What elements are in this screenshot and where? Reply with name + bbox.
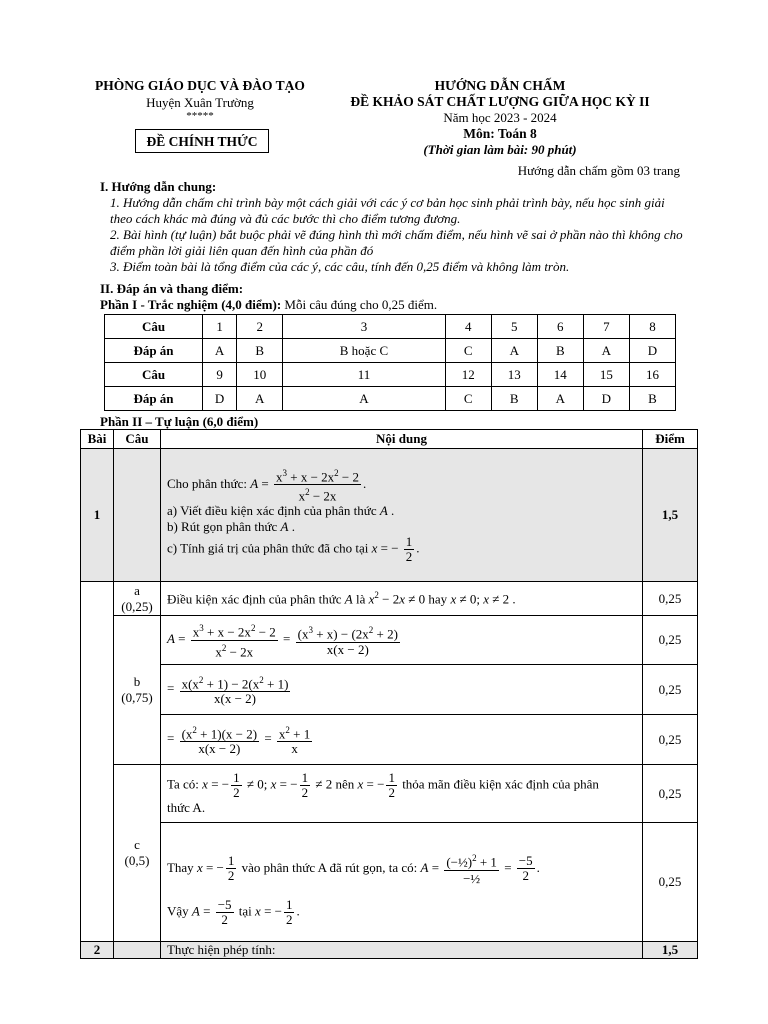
answer-c-step1: Ta có: x = − $\frac{1}{2}$ ≠ 0; x = − $\frac{1}{2}$ ≠ 2 nên x = − $\frac{1}{2}$ thỏa mãn điều kiện xác định của phân thức A. [160,765,642,823]
exam-title: ĐỀ KHẢO SÁT CHẤT LƯỢNG GIỮA HỌC KỲ II [350,94,650,109]
mc-cell: B [629,387,675,411]
cau-c: c (0,5) [113,765,160,942]
answer-c-step2: Thay x = − $\frac{1}{2}$ vào phân thức A đã rút gọn, ta có: A = $\frac{(-\frac{1}{2})^2 + 1}{\text{−½}}$ = $\frac{-5}{2}$ . Vậy A = $\frac{-5}{2}$ tại x = − $\frac{1}{2}$ . [160,823,642,942]
score-c2: 0,25 [643,823,698,942]
section1-title: I. Hướng dẫn chung: [100,179,217,194]
mc-cell: 4 [445,315,491,339]
mc-cell: A [203,339,237,363]
mc-cell: C [445,387,491,411]
mc-cell: 1 [203,315,237,339]
mc-cell: A [537,387,583,411]
mc-row-answers-1 [105,339,676,363]
mc-cell: B [537,339,583,363]
bai2-number: 2 [81,942,114,959]
bai1-question-row [81,449,698,582]
official-stamp: ĐỀ CHÍNH THỨC [135,129,269,153]
bai1-cau-empty [113,449,160,582]
mc-cell: 8 [629,315,675,339]
mc-cell: 9 [203,363,237,387]
mc-cell: 5 [491,315,537,339]
answer-a: Điều kiện xác định của phân thức A là $x^2 - 2x \ne 0$ hay x ≠ 0; x ≠ 2 . [160,582,642,616]
bai1-score: 1,5 [643,449,698,582]
mc-cell: 12 [445,363,491,387]
score-a: 0,25 [643,582,698,616]
mc-cell: 14 [537,363,583,387]
mc-cell: D [203,387,237,411]
part1-heading [100,297,690,313]
bai2-score: 1,5 [643,942,698,959]
answer-b-step3: = $\frac{(x^2 + 1)(x - 2)}{x(x - 2)}$ = $\frac{x^2 + 1}{x}$ [160,715,642,765]
guidance-item-1: 1. Hướng dẫn chấm chỉ trình bày một cách giải với các ý cơ bản học sinh phải trình bày, nếu học sinh giải theo cách khác mà đúng và đủ các bước thì cho điểm tương đương. [110,195,665,226]
subject: Môn: Toán 8 [463,126,537,141]
mc-cell: B [237,339,283,363]
col-header-bai: Bài [81,430,114,449]
section2-title: II. Đáp án và thang điểm: [100,281,244,296]
mc-cell: A [283,387,445,411]
score-b2: 0,25 [643,665,698,715]
stars-divider: ***** [186,110,214,122]
mc-cell: 6 [537,315,583,339]
mc-row-questions-2 [105,363,676,387]
cau-a: a (0,25) [113,582,160,616]
mc-cell: 11 [283,363,445,387]
answer-b-step2: = $\frac{x(x^2 + 1) - 2(x^2 + 1)}{x(x - 2)}$ [160,665,642,715]
mc-q-label: Câu [105,315,203,339]
row-c2 [81,823,698,942]
bai1-qc: c) Tính giá trị của phân thức đã cho tại x = − $\frac{1}{2}$ . [166,534,420,565]
mc-a-label: Đáp án [105,339,203,363]
guidance-item-3: 3. Điểm toàn bài là tổng điểm của các ý, các câu, tính đến 0,25 điểm và không làm tròn. [110,259,570,274]
mc-cell: 2 [237,315,283,339]
bai1-intro: Cho phân thức: A = $\frac{x^3 + x - 2x^2 - 2}{x^2 - 2x}$ . [166,467,367,504]
answers-section [100,281,690,313]
header-right [330,78,670,158]
table-header-row [81,430,698,449]
multiple-choice-table [104,314,676,411]
part1-note: Mỗi câu đúng cho 0,25 điểm. [281,297,438,312]
essay-grading-table [80,429,698,959]
answer-b-step1: A = $\frac{x^3 + x - 2x^2 - 2}{x^2 - 2x}$ = $\frac{(x^3 + x) - (2x^2 + 2)}{x(x - 2)}$ [160,616,642,665]
mc-cell: B [491,387,537,411]
mc-cell: C [445,339,491,363]
school-year: Năm học 2023 - 2024 [443,110,557,125]
col-header-score: Điểm [643,430,698,449]
mc-cell: A [237,387,283,411]
part1-label: Phần I - Trắc nghiệm (4,0 điểm): [100,297,282,312]
mc-row-answers-2 [105,387,676,411]
score-b1: 0,25 [643,616,698,665]
mc-cell: 16 [629,363,675,387]
part2-heading: Phần II – Tự luận (6,0 điểm) [100,414,259,429]
bai1-span-empty [81,582,114,942]
district-name: Huyện Xuân Trường [146,95,254,110]
mc-row-questions-1 [105,315,676,339]
mc-a-label: Đáp án [105,387,203,411]
mc-cell: D [629,339,675,363]
bai1-qa: a) Viết điều kiện xác định của phân thức A . [166,503,395,519]
row-a [81,582,698,616]
mc-cell: 13 [491,363,537,387]
mc-q-label: Câu [105,363,203,387]
mc-cell: 7 [583,315,629,339]
bai2-content: Thực hiện phép tính: [160,942,642,959]
mc-cell: 15 [583,363,629,387]
general-guidance [100,179,690,275]
score-b3: 0,25 [643,715,698,765]
mc-cell: A [583,339,629,363]
col-header-content: Nội dung [160,430,642,449]
mc-cell: 10 [237,363,283,387]
header-left [80,78,320,122]
mc-cell: B hoặc C [283,339,445,363]
row-b2 [81,665,698,715]
guidance-item-2: 2. Bài hình (tự luận) bắt buộc phải vẽ đúng hình thì mới chấm điểm, nếu hình vẽ sai ở phần nào thì không cho điểm phần lời giải liên quan đến hình của phần đó [110,227,683,258]
col-header-cau: Câu [113,430,160,449]
mc-cell: A [491,339,537,363]
score-c1: 0,25 [643,765,698,823]
mc-cell: D [583,387,629,411]
bai2-row [81,942,698,959]
bai1-content [160,449,642,582]
row-b1 [81,616,698,665]
bai1-number: 1 [81,449,114,582]
mc-cell: 3 [283,315,445,339]
row-c1 [81,765,698,823]
cau-b: b (0,75) [113,616,160,765]
department-name: PHÒNG GIÁO DỤC VÀ ĐÀO TẠO [95,78,305,93]
row-b3 [81,715,698,765]
bai1-qb: b) Rút gọn phân thức A . [166,519,295,535]
bai2-cau-empty [113,942,160,959]
time-limit: (Thời gian làm bài: 90 phút) [423,142,577,157]
pages-note: Hướng dẫn chấm gồm 03 trang [517,163,680,178]
doc-title: HƯỚNG DẪN CHẤM [434,78,566,93]
